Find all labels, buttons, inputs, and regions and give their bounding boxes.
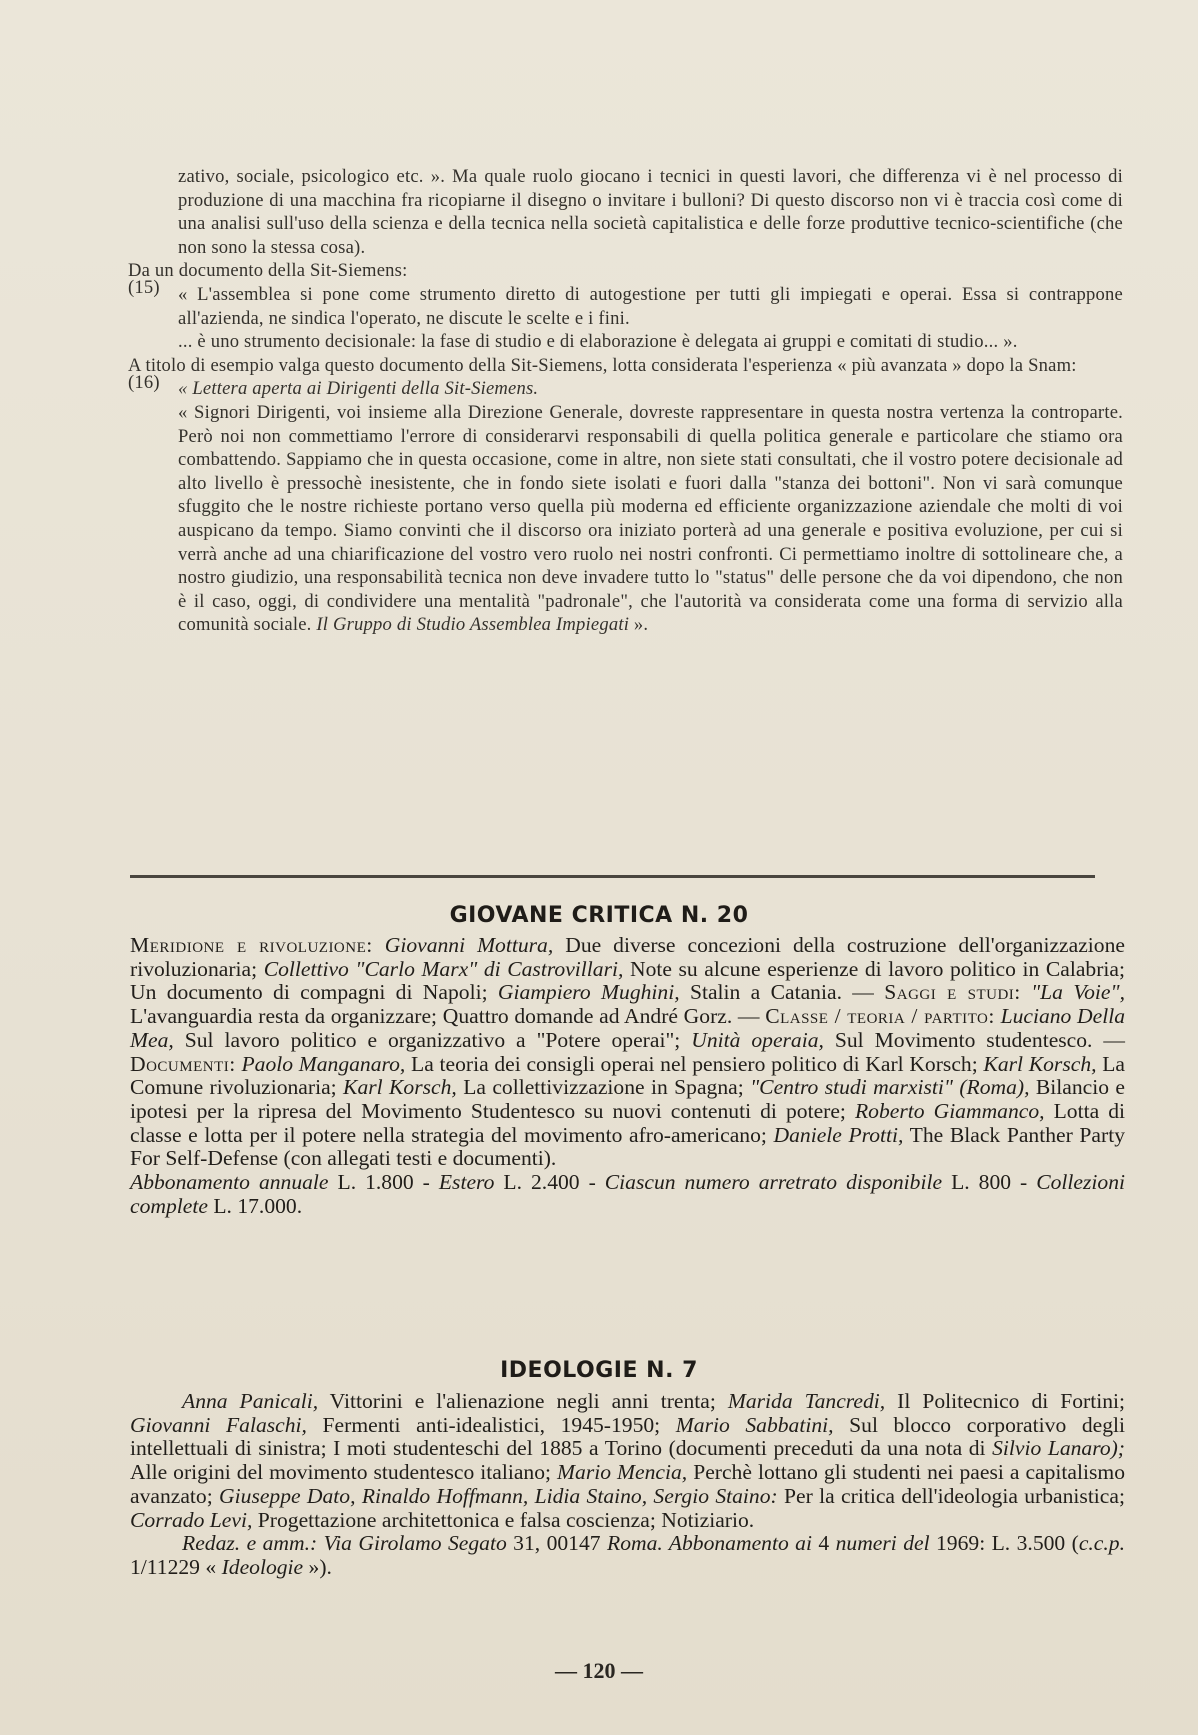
footnote-number: (16) [128, 371, 160, 393]
ideologie-contents [130, 1390, 1125, 1580]
giovane-critica-list: Meridione e rivoluzione: Giovanni Mottura, Due diverse concezioni della costruzione dell'organizzazione rivoluzionaria; Collettivo "Carlo Marx" di Castrovillari, Note su alcune esperienze di lavoro politico in Calabria; Un documento di compagni di Napoli; Giampiero Mughini, Stalin a Catania. — Saggi e studi: "La Voie", L'avanguardia resta da organizzare; Quattro domande ad André Gorz. — Classe / teoria / partito: Luciano Della Mea, Sul lavoro politico e organizzativo a "Potere operai"; Unità operaia, Sul Movimento studentesco. — Documenti: Paolo Manganaro, La teoria dei consigli operai nel pensiero politico di Karl Korsch; Karl Korsch, La Comune rivoluzionaria; Karl Korsch, La collettivizzazione in Spagna; "Centro studi marxisti" (Roma), Bilancio e ipotesi per la ripresa del Movimento Studentesco su nuovi contenuti di potere; Roberto Giammanco, Lotta di classe e lotta per il potere nella strategia del movimento afro-americano; Daniele Protti, The Black Panther Party For Self-Defense (con allegati testi e documenti). [130, 933, 1126, 1171]
ideologie-subscription: Redaz. e amm.: Via Girolamo Segato 31, 00147 Roma. Abbonamento ai 4 numeri del 1969: L. 3.500 (c.c.p. 1/11229 « Ideologie »). [130, 1531, 1125, 1579]
ideologie-heading: IDEOLOGIE N. 7 [500, 1358, 698, 1383]
footnote-15: (15) Da un documento della Sit-Siemens: [128, 260, 408, 299]
footnote-16-letter-title: « Lettera aperta ai Dirigenti della Sit-Siemens. [178, 378, 539, 400]
footnote-continuation: zativo, sociale, psicologico etc. ». Ma quale ruolo giocano i tecnici in questi lavori, che differenza vi è nel processo di produzione di una macchina fra ricopiarne il disegno o invitare i bulloni? Di questo discorso non vi è traccia così come di una analisi sull'uso della scienza e della tecnica nella società capitalistica e delle forze produttive tecnico-scientifiche (che non sono la stessa cosa). [178, 166, 1123, 258]
giovane-critica-subscription: Abbonamento annuale L. 1.800 - Estero L. 2.400 - Ciascun numero arretrato disponibile L. 800 - Collezioni complete L. 17.000. [130, 1170, 1126, 1218]
giovane-critica-contents [130, 934, 1125, 1218]
footnote-16: (16) A titolo di esempio valga questo documento della Sit-Siemens, lotta considerata l'esperienza « più avanzata » dopo la Snam: [128, 354, 1077, 393]
page-number: — 120 — [555, 1658, 643, 1683]
footnote-16-letter-body: « Signori Dirigenti, voi insieme alla Direzione Generale, dovreste rappresentare in questa nostra vertenza la controparte. Però noi non commettiamo l'errore di considerarvi responsabili di quella politica generale e particolare che stiamo ora combattendo. Sappiamo che in questa occasione, come in altre, non siete stati consultati, che il vostro potere decisionale ad alto livello è pressochè inesistente, che in fondo siete isolati e fuori dalla "stanza dei bottoni". Non vi sarà comunque sfuggito che le nostre richieste portano verso quella più moderna ed efficiente organizzazione aziendale che molti di voi auspicano da tempo. Siamo convinti che il discorso ora iniziato porterà ad una generale e positiva evoluzione, per cui si verrà anche ad una chiarificazione del vostro vero ruolo nei nostri confronti. Ci permettiamo inoltre di sottolineare che, a nostro giudizio, una responsabilità tecnica non deve invadere tutto lo "status" delle persone che da voi dipendono, che non è il caso, oggi, di condividere una mentalità "padronale", che l'autorità va considerata come una forma di servizio alla comunità sociale. Il Gruppo di Studio Assemblea Impiegati ». [178, 401, 1123, 636]
ideologie-list: Anna Panicali, Vittorini e l'alienazione negli anni trenta; Marida Tancredi, Il Politecnico di Fortini; Giovanni Falaschi, Fermenti anti-idealistici, 1945-1950; Mario Sabbatini, Sul blocco corporativo degli intellettuali di sinistra; I moti studenteschi del 1885 a Torino (documenti preceduti da una nota di Silvio Lanaro); Alle origini del movimento studentesco italiano; Mario Mencia, Perchè lottano gli studenti nei paesi a capitalismo avanzato; Giuseppe Dato, Rinaldo Hoffmann, Lidia Staino, Sergio Staino: Per la critica dell'ideologia urbanistica; Corrado Levi, Progettazione architettonica e falsa coscienza; Notiziario. [130, 1389, 1126, 1532]
footnote-15-quote: « L'assemblea si pone come strumento diretto di autogestione per tutti gli impiegati e operai. Essa si contrappone all'azienda, ne sindica l'operato, ne discute le scelte e i fini. [178, 283, 1123, 329]
letter-signature: Il Gruppo di Studio Assemblea Impiegati [316, 614, 630, 636]
footnote-number: (15) [128, 277, 160, 299]
footnotes-section [128, 165, 1123, 637]
section-divider [130, 875, 1095, 878]
giovane-critica-heading: GIOVANE CRITICA N. 20 [449, 903, 749, 928]
footnote-15-quote-cont: ... è uno strumento decisionale: la fase di studio e di elaborazione è delegata ai gruppi e comitati di studio... ». [178, 331, 1018, 353]
